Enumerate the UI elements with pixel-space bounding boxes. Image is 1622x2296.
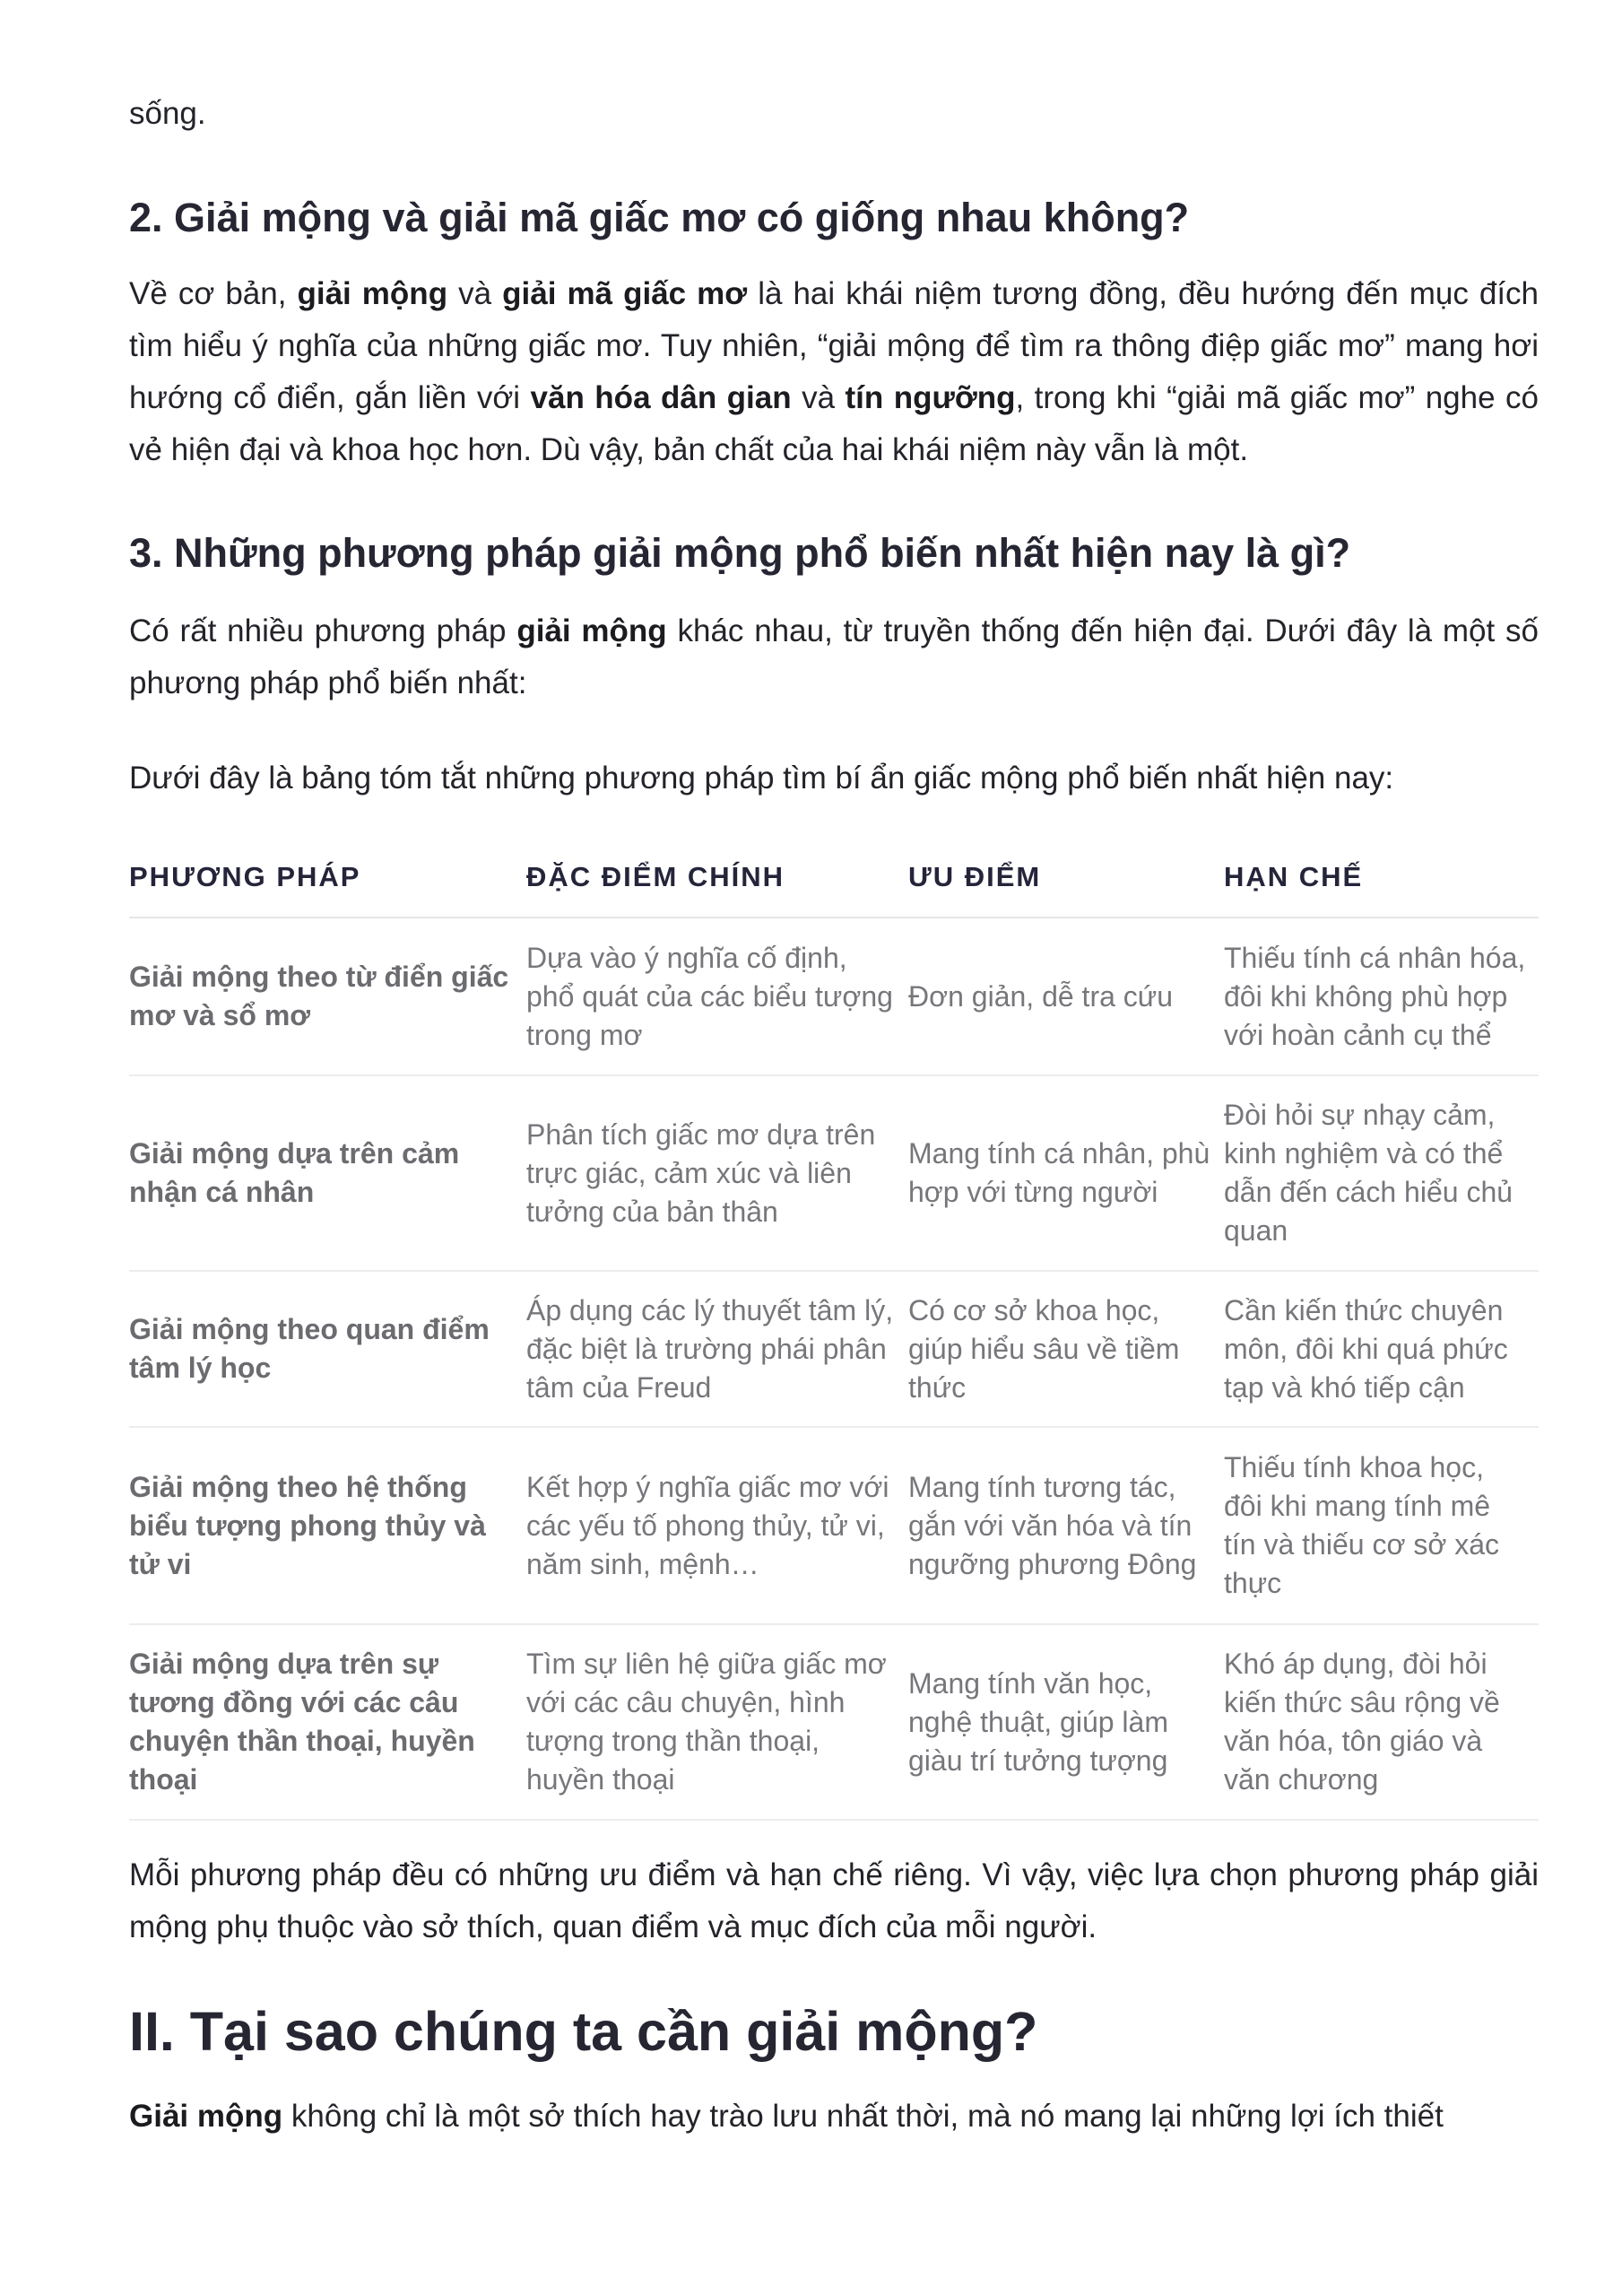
bold-term: tín ngưỡng (845, 380, 1016, 415)
table-cell-method: Giải mộng theo từ điển giấc mơ và sổ mơ (129, 918, 526, 1075)
table-header-cell: ƯU ĐIỂM (908, 861, 1224, 918)
table-cell: Thiếu tính cá nhân hóa, đôi khi không phù hợp với hoàn cảnh cụ thể (1224, 918, 1539, 1075)
section-3-paragraph: Có rất nhiều phương pháp giải mộng khác nhau, từ truyền thống đến hiện đại. Dưới đây là một số phương pháp phổ biến nhất: (129, 613, 1540, 700)
section-2-heading: 2. Giải mộng và giải mã giấc mơ có giống nhau không? (129, 195, 1190, 240)
table-cell: Phân tích giấc mơ dựa trên trực giác, cảm xúc và liên tưởng của bản thân (526, 1075, 908, 1271)
table-header-cell: PHƯƠNG PHÁP (129, 861, 526, 918)
intro-tail-paragraph: sống. (129, 96, 206, 131)
table-cell: Khó áp dụng, đòi hỏi kiến thức sâu rộng về văn hóa, tôn giáo và văn chương (1224, 1624, 1539, 1820)
table-cell: Tìm sự liên hệ giữa giấc mơ với các câu chuyện, hình tượng trong thần thoại, huyền thoại (526, 1624, 908, 1820)
table-cell: Đơn giản, dễ tra cứu (908, 918, 1224, 1075)
table-outro-paragraph: Mỗi phương pháp đều có những ưu điểm và hạn chế riêng. Vì vậy, việc lựa chọn phương pháp giải mộng phụ thuộc vào sở thích, quan điểm và mục đích của mỗi người. (129, 1857, 1539, 1944)
table-cell-method: Giải mộng dựa trên sự tương đồng với các câu chuyện thần thoại, huyền thoại (129, 1624, 526, 1820)
bold-term: văn hóa dân gian (530, 380, 792, 415)
section-II-heading: II. Tại sao chúng ta cần giải mộng? (129, 2001, 1038, 2062)
table-row (129, 1075, 1539, 1271)
table-header-cell: HẠN CHẾ (1224, 861, 1539, 918)
table-cell: Mang tính tương tác, gắn với văn hóa và tín ngưỡng phương Đông (908, 1427, 1224, 1624)
table-cell: Mang tính cá nhân, phù hợp với từng người (908, 1075, 1224, 1271)
table-header-row (129, 861, 1539, 918)
table-cell: Thiếu tính khoa học, đôi khi mang tính mê tín và thiếu cơ sở xác thực (1224, 1427, 1539, 1624)
table-cell: Đòi hỏi sự nhạy cảm, kinh nghiệm và có thể dẫn đến cách hiểu chủ quan (1224, 1075, 1539, 1271)
bold-term: giải mộng (516, 613, 667, 648)
table-cell-method: Giải mộng dựa trên cảm nhận cá nhân (129, 1075, 526, 1271)
table-intro-paragraph: Dưới đây là bảng tóm tắt những phương pháp tìm bí ẩn giấc mộng phổ biến nhất hiện nay: (129, 761, 1394, 796)
table-cell: Kết hợp ý nghĩa giấc mơ với các yếu tố phong thủy, tử vi, năm sinh, mệnh… (526, 1427, 908, 1624)
table-cell: Có cơ sở khoa học, giúp hiểu sâu về tiềm thức (908, 1271, 1224, 1427)
table-row (129, 918, 1539, 1075)
table-header-cell: ĐẶC ĐIỂM CHÍNH (526, 861, 908, 918)
table-row (129, 1427, 1539, 1624)
section-2-paragraph: Về cơ bản, giải mộng và giải mã giấc mơ là hai khái niệm tương đồng, đều hướng đến mục đích tìm hiểu ý nghĩa của những giấc mơ. Tuy nhiên, “giải mộng để tìm ra thông điệp giấc mơ” mang hơi hướng cổ điển, gắn liền với văn hóa dân gian và tín ngưỡng, trong khi “giải mã giấc mơ” nghe có vẻ hiện đại và khoa học hơn. Dù vậy, bản chất của hai khái niệm này vẫn là một. (129, 276, 1540, 467)
section-3-heading: 3. Những phương pháp giải mộng phổ biến nhất hiện nay là gì? (129, 530, 1351, 576)
table-cell: Mang tính văn học, nghệ thuật, giúp làm giàu trí tưởng tượng (908, 1624, 1224, 1820)
table-cell: Áp dụng các lý thuyết tâm lý, đặc biệt là trường phái phân tâm của Freud (526, 1271, 908, 1427)
table-cell-method: Giải mộng theo hệ thống biểu tượng phong thủy và tử vi (129, 1427, 526, 1624)
bold-term: giải mã giấc mơ (502, 276, 748, 311)
table-row (129, 1271, 1539, 1427)
table-cell: Dựa vào ý nghĩa cố định, phổ quát của các biểu tượng trong mơ (526, 918, 908, 1075)
table-row (129, 1624, 1539, 1820)
bold-term: Giải mộng (129, 2099, 283, 2134)
bold-term: giải mộng (297, 276, 448, 311)
table-cell: Cần kiến thức chuyên môn, đôi khi quá phức tạp và khó tiếp cận (1224, 1271, 1539, 1427)
section-II-paragraph: Giải mộng không chỉ là một sở thích hay trào lưu nhất thời, mà nó mang lại những lợi ích thiết (129, 2099, 1444, 2134)
methods-table (129, 861, 1539, 1821)
table-cell-method: Giải mộng theo quan điểm tâm lý học (129, 1271, 526, 1427)
